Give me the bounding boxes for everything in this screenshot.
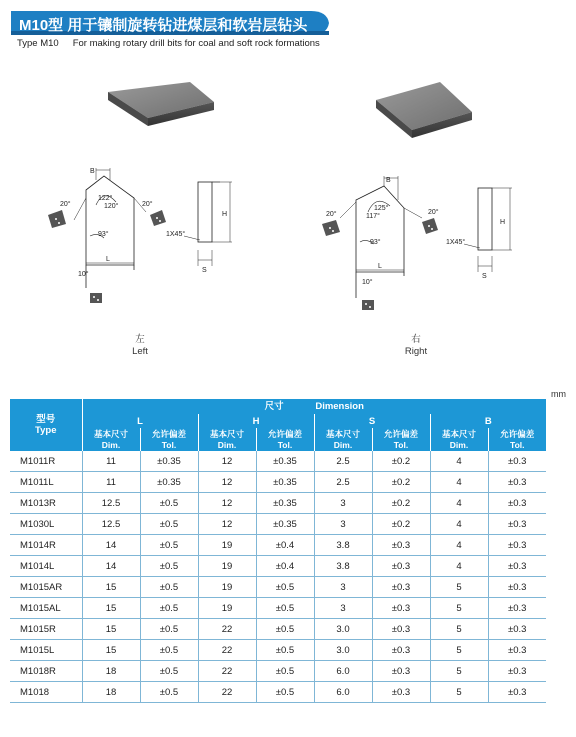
table-cell: 3 — [314, 493, 372, 514]
table-cell: 12 — [198, 493, 256, 514]
unit-label: mm — [551, 389, 566, 399]
technical-drawings — [0, 60, 576, 370]
table-cell: ±0.3 — [488, 535, 546, 556]
right-caption-cn: 右 — [411, 334, 421, 345]
type-cell: M1018R — [10, 661, 82, 682]
table-cell: ±0.5 — [140, 619, 198, 640]
type-cell: M1015L — [10, 640, 82, 661]
table-row — [10, 598, 546, 619]
table-cell: 4 — [430, 493, 488, 514]
table-cell: ±0.4 — [256, 556, 314, 577]
table-cell: 12.5 — [82, 514, 140, 535]
subheader-dim-b — [430, 428, 488, 451]
subheader-dim-cn: 基本尺寸 — [209, 428, 244, 439]
left-caption-cn: 左 — [135, 334, 145, 345]
table-row — [10, 661, 546, 682]
subheader-row — [10, 428, 546, 451]
table-cell: ±0.35 — [256, 472, 314, 493]
type-cell: M1014L — [10, 556, 82, 577]
right-front-view — [340, 176, 422, 298]
table-cell: ±0.5 — [256, 598, 314, 619]
table-cell: 11 — [82, 472, 140, 493]
table-cell: 12 — [198, 451, 256, 472]
type-header-en: Type — [35, 425, 57, 436]
table-cell: ±0.5 — [140, 535, 198, 556]
subheader-tol-en: Tol. — [393, 439, 409, 450]
table-cell: 4 — [430, 472, 488, 493]
table-cell: 5 — [430, 598, 488, 619]
table-cell: ±0.5 — [140, 556, 198, 577]
table-cell: 6.0 — [314, 682, 372, 703]
table-cell: ±0.35 — [256, 514, 314, 535]
table-cell: 2.5 — [314, 451, 372, 472]
right-insert-photo — [376, 82, 472, 138]
subheader-dim-cn: 基本尺寸 — [325, 428, 360, 439]
left-insert-photo — [108, 82, 214, 126]
table-cell: 3.8 — [314, 535, 372, 556]
table-cell: 4 — [430, 556, 488, 577]
table-cell: ±0.2 — [372, 451, 430, 472]
left-chip-icon-b — [150, 210, 166, 226]
type-cell: M1015AR — [10, 577, 82, 598]
table-cell: 15 — [82, 619, 140, 640]
table-cell: 4 — [430, 451, 488, 472]
table-cell: 14 — [82, 535, 140, 556]
subheader-tol-en: Tol. — [277, 439, 293, 450]
subheader-tol-s — [372, 428, 430, 451]
right-label-20a: 20° — [326, 211, 337, 218]
table-cell: ±0.3 — [488, 556, 546, 577]
table-cell: 5 — [430, 661, 488, 682]
subheader-dim-cn: 基本尺寸 — [93, 428, 128, 439]
table-cell: ±0.35 — [256, 493, 314, 514]
table-cell: ±0.5 — [140, 598, 198, 619]
table-cell: ±0.5 — [256, 682, 314, 703]
right-label-l: L — [378, 263, 382, 270]
table-cell: ±0.3 — [488, 514, 546, 535]
table-cell: ±0.3 — [372, 577, 430, 598]
table-cell: 5 — [430, 577, 488, 598]
table-cell: 18 — [82, 661, 140, 682]
table-cell: 4 — [430, 514, 488, 535]
subheader-dim-s — [314, 428, 372, 451]
table-cell: ±0.35 — [256, 451, 314, 472]
table-cell: 15 — [82, 640, 140, 661]
left-label-b: B — [90, 168, 95, 175]
left-label-93: 93° — [98, 231, 109, 238]
left-front-view — [74, 168, 146, 288]
table-row — [10, 514, 546, 535]
left-label-l: L — [106, 256, 110, 263]
group-header-l: L — [82, 414, 198, 428]
right-label-117: 117° — [366, 213, 380, 220]
table-cell: ±0.3 — [488, 682, 546, 703]
left-label-20a: 20° — [60, 201, 71, 208]
type-label: Type M10 — [17, 38, 59, 49]
type-cell: M1015R — [10, 619, 82, 640]
type-cell: M1011L — [10, 472, 82, 493]
subheader-dim-h — [198, 428, 256, 451]
table-cell: 11 — [82, 451, 140, 472]
table-cell: 22 — [198, 619, 256, 640]
table-cell: 4 — [430, 535, 488, 556]
table-cell: 2.5 — [314, 472, 372, 493]
table-cell: 5 — [430, 682, 488, 703]
group-header-h: H — [198, 414, 314, 428]
table-cell: ±0.5 — [140, 577, 198, 598]
table-cell: ±0.5 — [140, 514, 198, 535]
table-cell: ±0.5 — [140, 682, 198, 703]
table-row — [10, 556, 546, 577]
type-cell: M1018 — [10, 682, 82, 703]
subheader-tol-cn: 允许偏差 — [383, 428, 418, 439]
type-cell: M1015AL — [10, 598, 82, 619]
table-cell: ±0.35 — [140, 451, 198, 472]
table-cell: ±0.3 — [488, 577, 546, 598]
table-cell: 19 — [198, 577, 256, 598]
table-cell: ±0.3 — [372, 556, 430, 577]
type-header — [10, 399, 82, 451]
table-row — [10, 619, 546, 640]
table-row — [10, 493, 546, 514]
type-header-cn: 型号 — [36, 414, 56, 425]
table-cell: ±0.2 — [372, 493, 430, 514]
type-cell: M1011R — [10, 451, 82, 472]
subheader-tol-en: Tol. — [161, 439, 177, 450]
table-cell: 3 — [314, 598, 372, 619]
table-cell: ±0.5 — [256, 619, 314, 640]
left-label-s: S — [202, 267, 207, 274]
right-label-20b: 20° — [428, 209, 439, 216]
table-cell: 3 — [314, 514, 372, 535]
table-cell: ±0.5 — [256, 577, 314, 598]
right-side-view — [464, 188, 512, 272]
left-label-10: 10° — [78, 271, 89, 278]
group-header-b: B — [430, 414, 546, 428]
right-chip-icon-a — [322, 220, 340, 236]
table-cell: 22 — [198, 682, 256, 703]
left-label-20b: 20° — [142, 201, 153, 208]
table-cell: 22 — [198, 661, 256, 682]
left-label-122: 122° — [98, 195, 113, 202]
subheader-tol-cn: 允许偏差 — [151, 428, 186, 439]
right-label-h: H — [500, 219, 506, 226]
dimension-header — [82, 399, 546, 414]
subheader-tol-cn: 允许偏差 — [500, 428, 535, 439]
table-cell: ±0.3 — [488, 451, 546, 472]
table-cell: ±0.3 — [372, 535, 430, 556]
subheader-tol-cn: 允许偏差 — [267, 428, 302, 439]
table-row — [10, 682, 546, 703]
table-cell: ±0.3 — [488, 493, 546, 514]
table-cell: 3.0 — [314, 619, 372, 640]
subheader-dim-l — [82, 428, 140, 451]
right-label-b: B — [386, 177, 391, 184]
group-header-s: S — [314, 414, 430, 428]
right-label-125: 125° — [374, 205, 389, 212]
subheader-tol-en: Tol. — [510, 439, 525, 450]
page-title: M10型 用于镶制旋转钻进煤层和软岩层钻头 — [19, 17, 308, 34]
right-caption — [386, 334, 446, 358]
table-cell: 14 — [82, 556, 140, 577]
left-label-120: 120° — [104, 203, 119, 210]
table-row — [10, 472, 546, 493]
title-bar — [11, 11, 331, 35]
table-cell: ±0.5 — [140, 493, 198, 514]
right-caption-en: Right — [404, 346, 428, 357]
table-row — [10, 577, 546, 598]
left-side-view — [184, 182, 232, 266]
right-label-93: 93° — [370, 239, 381, 246]
spec-table-body — [10, 451, 546, 703]
subheader-tol-h — [256, 428, 314, 451]
right-label-chamfer: 1X45° — [446, 239, 466, 246]
table-cell: 15 — [82, 577, 140, 598]
table-cell: 5 — [430, 640, 488, 661]
table-cell: 12 — [198, 514, 256, 535]
table-cell: ±0.5 — [140, 661, 198, 682]
table-cell: 5 — [430, 619, 488, 640]
right-label-s: S — [482, 273, 487, 280]
subheader-dim-en: Dim. — [449, 439, 469, 450]
table-cell: ±0.3 — [372, 598, 430, 619]
subheader-dim-cn: 基本尺寸 — [441, 428, 476, 439]
table-cell: 6.0 — [314, 661, 372, 682]
table-cell: 3.0 — [314, 640, 372, 661]
table-cell: ±0.4 — [256, 535, 314, 556]
table-cell: 3.8 — [314, 556, 372, 577]
table-cell: 12 — [198, 472, 256, 493]
table-cell: ±0.3 — [488, 472, 546, 493]
type-cell: M1014R — [10, 535, 82, 556]
dimension-header-en: Dimension — [315, 401, 364, 412]
table-cell: ±0.35 — [140, 472, 198, 493]
table-cell: ±0.5 — [140, 640, 198, 661]
left-caption — [110, 334, 170, 358]
table-cell: ±0.3 — [488, 640, 546, 661]
table-cell: ±0.5 — [256, 640, 314, 661]
table-row — [10, 535, 546, 556]
description: For making rotary drill bits for coal and soft rock formations — [72, 38, 320, 49]
right-chip-icon-b — [422, 218, 438, 234]
subheader-dim-en: Dim. — [217, 439, 237, 450]
left-chip-icon-c — [90, 293, 102, 303]
table-cell: 15 — [82, 598, 140, 619]
type-cell: M1013R — [10, 493, 82, 514]
left-chip-icon-a — [48, 210, 66, 228]
spec-table — [10, 399, 546, 703]
subheader-dim-en: Dim. — [333, 439, 353, 450]
table-row — [10, 451, 546, 472]
left-label-chamfer: 1X45° — [166, 231, 186, 238]
table-cell: ±0.3 — [488, 661, 546, 682]
table-cell: 19 — [198, 556, 256, 577]
table-row — [10, 640, 546, 661]
table-cell: ±0.3 — [372, 682, 430, 703]
subtitle — [17, 38, 320, 49]
right-chip-icon-c — [362, 300, 374, 310]
table-cell: ±0.2 — [372, 514, 430, 535]
subheader-dim-en: Dim. — [101, 439, 121, 450]
table-cell: ±0.3 — [488, 598, 546, 619]
type-cell: M1030L — [10, 514, 82, 535]
table-cell: ±0.3 — [372, 661, 430, 682]
right-label-10: 10° — [362, 279, 373, 286]
table-cell: 19 — [198, 598, 256, 619]
subheader-tol-l — [140, 428, 198, 451]
table-cell: 19 — [198, 535, 256, 556]
table-cell: ±0.3 — [488, 619, 546, 640]
table-cell: 3 — [314, 577, 372, 598]
left-label-h: H — [222, 211, 228, 218]
table-cell: ±0.3 — [372, 619, 430, 640]
table-cell: 12.5 — [82, 493, 140, 514]
left-caption-en: Left — [132, 346, 148, 357]
subheader-tol-b — [488, 428, 546, 451]
table-cell: 22 — [198, 640, 256, 661]
table-cell: ±0.2 — [372, 472, 430, 493]
table-cell: ±0.5 — [256, 661, 314, 682]
table-cell: ±0.3 — [372, 640, 430, 661]
dimension-header-cn: 尺寸 — [264, 401, 284, 412]
table-cell: 18 — [82, 682, 140, 703]
